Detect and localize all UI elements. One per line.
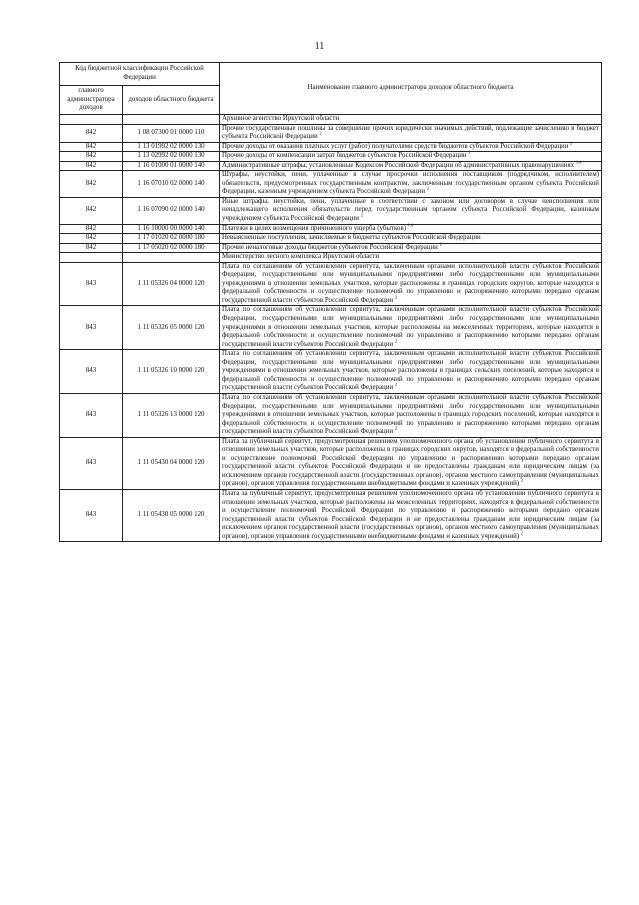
footnote-mark: 2 xyxy=(520,530,524,536)
revenue-code: 1 08 07300 01 0000 110 xyxy=(123,124,220,142)
table-row xyxy=(60,124,602,142)
revenue-name xyxy=(220,142,602,152)
revenue-name-text: Штрафы, неустойки, пени, уплаченные в случае просрочки исполнения поставщиком (подрядчиком, исполнителем) обязательств, предусмотренных государственным контрактом, заключенным государственным органом субъекта Российской Федерации, казенным учреждением субъекта Российской Федерации xyxy=(222,171,599,196)
footnote-mark: 2 xyxy=(468,149,471,155)
table-row xyxy=(60,234,602,244)
admin-code: 842 xyxy=(60,224,123,234)
revenue-name-text: Прочие государственные пошлины за совершение прочих юридически значимых действий, подлежащие зачислению в бюджет субъекта Российской Федерации xyxy=(222,124,599,141)
revenue-code: 1 13 02992 02 0000 130 xyxy=(123,152,220,162)
revenue-code: 1 16 01000 01 0000 140 xyxy=(123,161,220,171)
table-header-row xyxy=(60,63,602,86)
section-spacer xyxy=(123,253,220,263)
revenue-name-text: Плата по соглашениям об установлении сервитута, заключенным органами исполнительной власти субъектов Российской Федерации, государственными или муниципальными предприятиями либо государственными или муниципальными учреждениями в отношении земельных участков, которые расположены в границах городских поселений, которые находятся в федеральной собственности и осуществление полномочий по управлению и распоряжению которыми передано органам государственной власти субъектов Российской Федерации xyxy=(222,393,599,436)
header-group-label: Код бюджетной классификации Российской Федерации xyxy=(60,63,220,86)
section-title: Министерство лесного комплекса Иркутской области xyxy=(220,253,602,263)
admin-code: 843 xyxy=(60,393,123,437)
header-admin-column: главного администратора доходов xyxy=(60,86,123,115)
revenue-name-text: Плата по соглашениям об установлении сервитута, заключенным органами исполнительной власти субъектов Российской Федерации, государственными или муниципальными предприятиями либо государственными или муниципальными учреждениями в отношении земельных участков, которые расположены в границах сельских поселений, которые находятся в федеральной собственности и осуществление полномочий по управлению и распоряжению которыми передано органам государственной власти субъектов Российской Федерации xyxy=(222,350,599,392)
admin-code: 842 xyxy=(60,142,123,152)
admin-code: 843 xyxy=(60,437,123,489)
revenue-name xyxy=(220,224,602,234)
revenue-code: 1 11 05326 13 0000 120 xyxy=(123,393,220,437)
revenue-name-text: Плата по соглашениям об установлении сервитута, заключенным органами исполнительной власти субъектов Российской Федерации, государственными или муниципальными предприятиями либо государственными или муниципальными учреждениями в отношении земельных участков, которые расположены в границах городских округов, которые находятся в федеральной собственности и осуществление полномочий по управлению и распоряжению которыми передано органам государственной власти субъектов Российской Федерации xyxy=(222,262,599,304)
footnote-mark: 2 xyxy=(394,294,398,300)
revenue-code: 1 11 05326 04 0000 120 xyxy=(123,262,220,306)
revenue-name-text: Невыясненные поступления, зачисляемые в бюджеты субъектов Российской Федерации xyxy=(222,234,481,242)
revenue-code: 1 17 01020 02 0000 180 xyxy=(123,234,220,244)
table-body xyxy=(60,115,602,542)
revenue-name xyxy=(220,197,602,224)
revenue-name-text: Плата за публичный сервитут, предусмотренная решением уполномоченного органа об установлении публичного сервитута в отношении земельных участков, которые расположены на межселенных территориях, находятся в федеральной собственности и осуществление полномочий Российской Федерации по управлению и распоряжению которыми передано органам государственной власти субъектов Российской Федерации и не предоставлены гражданам или юридическим лицам (за исключением органов государственной власти (государственных органов), органов местного самоуправления (муниципальных органов), органов управления государственными внебюджетными фондами и казенных учреждений) xyxy=(222,489,599,540)
table-row xyxy=(60,171,602,198)
section-spacer xyxy=(123,115,220,125)
budget-classification-table xyxy=(59,62,602,542)
table-row xyxy=(60,243,602,253)
revenue-code: 1 16 07090 02 0000 140 xyxy=(123,197,220,224)
revenue-code: 1 16 07010 02 0000 140 xyxy=(123,171,220,198)
revenue-name-text: Платежи в целях возмещения причиненного ущерба (убытков) xyxy=(222,224,407,232)
table-row xyxy=(60,197,602,224)
admin-code: 842 xyxy=(60,234,123,244)
footnote-mark: 2 xyxy=(360,212,363,218)
revenue-name xyxy=(220,262,602,306)
revenue-name-text: Прочие доходы от компенсации затрат бюджетов субъектов Российской Федерации xyxy=(222,152,467,160)
table-row xyxy=(60,152,602,162)
footnote-mark: 2 xyxy=(570,140,573,146)
table-row xyxy=(60,306,602,350)
revenue-name-text: Административные штрафы, установленные Кодексом Российской Федерации об административных правонарушениях xyxy=(222,161,575,169)
admin-code: 842 xyxy=(60,152,123,162)
admin-code: 843 xyxy=(60,306,123,350)
footnote-mark: 2 xyxy=(319,130,322,136)
revenue-code: 1 17 05020 02 0000 180 xyxy=(123,243,220,253)
table-row xyxy=(60,142,602,152)
revenue-name-text: Прочие неналоговые доходы бюджетов субъектов Российской Федерации xyxy=(222,243,438,251)
table-row xyxy=(60,224,602,234)
revenue-code: 1 11 05430 04 0000 120 xyxy=(123,437,220,489)
header-name-column: Наименование главного администратора доходов областного бюджета xyxy=(220,63,602,115)
revenue-name xyxy=(220,124,602,142)
admin-code: 843 xyxy=(60,350,123,394)
footnote-mark: 2 xyxy=(439,241,442,247)
header-code-column: доходов областного бюджета xyxy=(123,86,220,115)
revenue-name xyxy=(220,393,602,437)
revenue-name xyxy=(220,171,602,198)
revenue-name-text: Прочие доходы от оказания платных услуг (работ) получателями средств бюджетов субъектов Российской Федерации xyxy=(222,142,569,150)
revenue-name-text: Плата за публичный сервитут, предусмотренная решением уполномоченного органа об установлении публичного сервитута в отношении земельных участков, которые расположены в границах городских округов, находятся в федеральной собственности и осуществление полномочий Российской Федерации по управлению и распоряжению которыми передано органам государственной власти субъектов Российской Федерации и не предоставлены гражданам или юридическим лицам (за исключением органов государственной власти (государственных органов), органов местного самоуправления (муниципальных органов), органов управления государственными внебюджетными фондами и казенных учреждений) xyxy=(222,437,599,488)
section-title: Архивное агентство Иркутской области xyxy=(220,115,602,125)
admin-code: 843 xyxy=(60,262,123,306)
section-spacer xyxy=(60,253,123,263)
table-row xyxy=(60,437,602,489)
revenue-code: 1 16 10000 00 0000 140 xyxy=(123,224,220,234)
revenue-code: 1 11 05326 05 0000 120 xyxy=(123,306,220,350)
footnote-mark: 2 xyxy=(520,478,524,484)
admin-code: 842 xyxy=(60,161,123,171)
admin-code: 842 xyxy=(60,124,123,142)
footnote-mark: 2 xyxy=(394,425,398,431)
revenue-code: 1 11 05430 05 0000 120 xyxy=(123,489,220,541)
footnote-mark: 1,4 xyxy=(407,222,414,228)
revenue-name xyxy=(220,161,602,171)
revenue-name xyxy=(220,350,602,394)
revenue-name xyxy=(220,489,602,541)
revenue-name xyxy=(220,306,602,350)
revenue-name-text: Иные штрафы, неустойки, пени, уплаченные в соответствии с законом или договором в случае неисполнения или ненадлежащего исполнения обязательств перед государственным органом субъекта Российской Федерации, казенным учреждением субъекта Российской Федерации xyxy=(222,197,599,223)
table-row xyxy=(60,489,602,541)
footnote-mark: 2 xyxy=(426,186,430,192)
revenue-name xyxy=(220,243,602,253)
footnote-mark: 2 xyxy=(394,338,398,344)
revenue-name-text: Плата по соглашениям об установлении сервитута, заключенным органами исполнительной власти субъектов Российской Федерации, государственными или муниципальными предприятиями либо государственными или муниципальными учреждениями в отношении земельных участков, которые расположены на межселенных территориях, которые находятся в федеральной собственности и осуществление полномочий по управлению и распоряжению которыми передано органам государственной власти субъектов Российской Федерации xyxy=(222,306,599,348)
footnote-mark: 2 xyxy=(394,382,398,388)
table-row xyxy=(60,350,602,394)
section-spacer xyxy=(60,115,123,125)
admin-code: 842 xyxy=(60,171,123,198)
admin-code: 842 xyxy=(60,243,123,253)
revenue-code: 1 13 01992 02 0000 130 xyxy=(123,142,220,152)
table-row xyxy=(60,262,602,306)
section-row xyxy=(60,115,602,125)
page-number: 11 xyxy=(314,41,325,52)
section-row xyxy=(60,253,602,263)
table-row xyxy=(60,161,602,171)
revenue-name xyxy=(220,437,602,489)
admin-code: 843 xyxy=(60,489,123,541)
table-row xyxy=(60,393,602,437)
revenue-code: 1 11 05326 10 0000 120 xyxy=(123,350,220,394)
footnote-mark: 1,4 xyxy=(575,159,582,165)
admin-code: 842 xyxy=(60,197,123,224)
